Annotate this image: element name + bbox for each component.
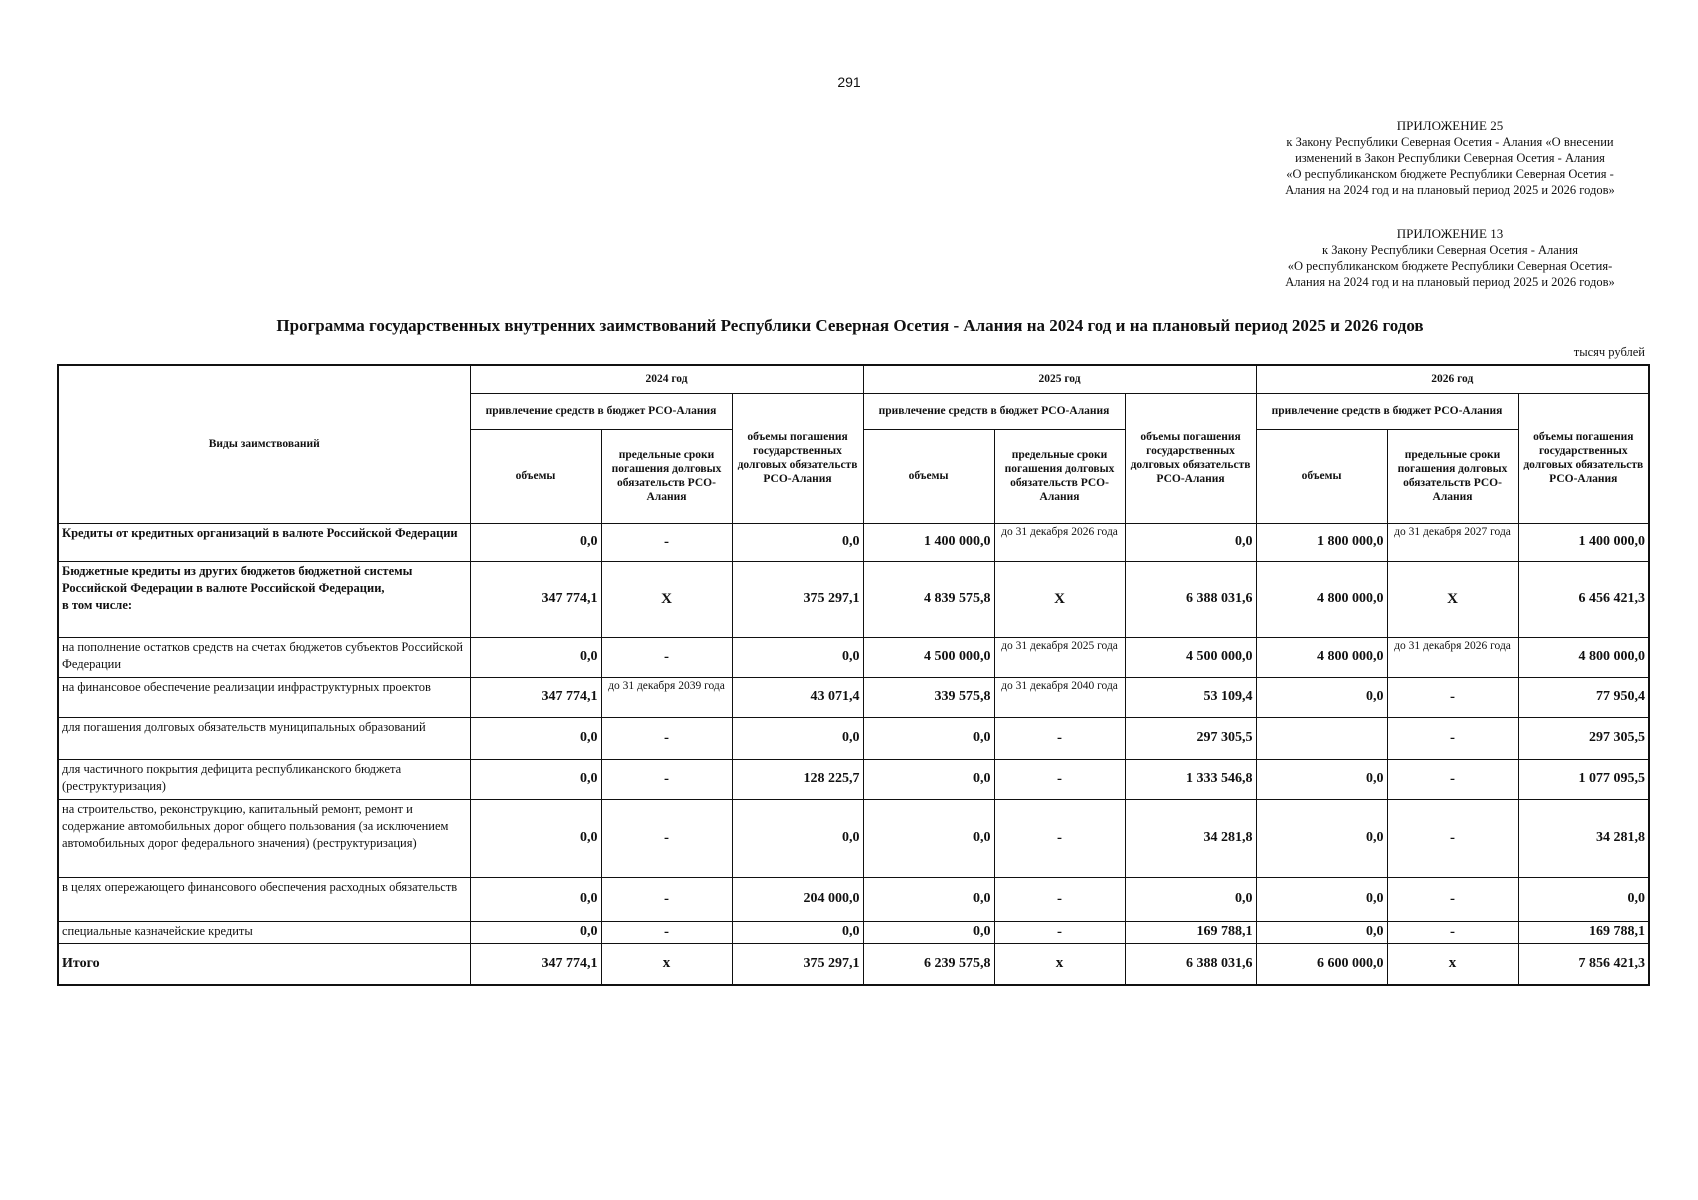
- year-header: 2025 год: [863, 365, 1256, 393]
- row-name-text: Кредиты от кредитных организаций в валюте Российской Федерации: [62, 525, 458, 540]
- table-cell: 0,0: [470, 523, 601, 561]
- table-cell: Х: [601, 561, 732, 637]
- appendix-line: изменений в Закон Республики Северная Осетия - Алания: [1295, 151, 1605, 165]
- table-cell: до 31 декабря 2039 года: [601, 677, 732, 717]
- table-cell: 297 305,5: [1125, 717, 1256, 759]
- table-cell: 0,0: [470, 717, 601, 759]
- table-cell: 339 575,8: [863, 677, 994, 717]
- row-name-text: специальные казначейские кредиты: [62, 923, 253, 938]
- document-title: Программа государственных внутренних заимствований Республики Северная Осетия - Алания на 2024 год и на плановый период 2025 и 2026 годов: [276, 316, 1424, 335]
- table-cell: -: [601, 759, 732, 799]
- terms-header: предельные сроки погашения долговых обязательств РСО-Алания: [994, 429, 1125, 523]
- table-cell: -: [601, 717, 732, 759]
- table-cell: 43 071,4: [732, 677, 863, 717]
- row-name: [58, 799, 470, 877]
- table-cell: 347 774,1: [470, 677, 601, 717]
- volume-header: объемы: [1256, 429, 1387, 523]
- appendix-13-note: [1250, 226, 1650, 290]
- appendix-line: «О республиканском бюджете Республики Северная Осетия -: [1286, 167, 1614, 181]
- repayment-header: объемы погашения государственных долговых обязательств РСО-Алания: [1125, 393, 1256, 523]
- table-cell: 1 333 546,8: [1125, 759, 1256, 799]
- table-cell: 0,0: [863, 717, 994, 759]
- kinds-header: Виды заимствований: [58, 365, 470, 523]
- table-cell: 1 400 000,0: [1518, 523, 1649, 561]
- table-cell: 0,0: [1256, 677, 1387, 717]
- table-cell: 0,0: [1256, 799, 1387, 877]
- appendix-heading: ПРИЛОЖЕНИЕ 25: [1396, 118, 1504, 133]
- row-name: [58, 877, 470, 921]
- table-cell: 347 774,1: [470, 561, 601, 637]
- appendix-25-note: [1250, 118, 1650, 198]
- table-cell: 0,0: [863, 921, 994, 943]
- table-cell: 0,0: [470, 759, 601, 799]
- table-cell: -: [1387, 877, 1518, 921]
- row-name-suffix: в том числе:: [62, 597, 133, 612]
- table-cell: 34 281,8: [1125, 799, 1256, 877]
- appendix-line: Алания на 2024 год и на плановый период 2025 и 2026 годов»: [1285, 183, 1615, 197]
- table-cell: -: [601, 921, 732, 943]
- terms-header: предельные сроки погашения долговых обязательств РСО-Алания: [601, 429, 732, 523]
- table-cell: -: [1387, 759, 1518, 799]
- table-cell: 0,0: [863, 799, 994, 877]
- row-name-text: в целях опережающего финансового обеспечения расходных обязательств: [62, 879, 458, 894]
- table-cell: 0,0: [732, 799, 863, 877]
- table-cell: -: [1387, 921, 1518, 943]
- table-cell: 0,0: [1256, 921, 1387, 943]
- table-cell: -: [994, 717, 1125, 759]
- row-name: [58, 637, 470, 677]
- table-cell: 4 800 000,0: [1256, 561, 1387, 637]
- table-cell: 0,0: [470, 921, 601, 943]
- table-cell: 128 225,7: [732, 759, 863, 799]
- table-cell: 0,0: [1256, 759, 1387, 799]
- table-cell: 6 456 421,3: [1518, 561, 1649, 637]
- table-cell: -: [1387, 677, 1518, 717]
- table-cell: 34 281,8: [1518, 799, 1649, 877]
- year-header: 2026 год: [1256, 365, 1649, 393]
- units-label: тысяч рублей: [1573, 345, 1645, 359]
- row-name-text: на строительство, реконструкцию, капитальный ремонт, ремонт и содержание автомобильных дорог общего пользования (за исключением автомобильных дорог федерального значения) (реструктуризация): [62, 801, 449, 850]
- table-row: [58, 921, 1649, 943]
- total-cell: 6 388 031,6: [1125, 943, 1256, 985]
- table-body: [58, 523, 1649, 985]
- row-name-text: на пополнение остатков средств на счетах бюджетов субъектов Российской Федерации: [62, 639, 463, 671]
- table-cell: 1 400 000,0: [863, 523, 994, 561]
- table-row: [58, 637, 1649, 677]
- table-cell: 6 388 031,6: [1125, 561, 1256, 637]
- table-cell: -: [994, 877, 1125, 921]
- total-row: [58, 943, 1649, 985]
- table-cell: 0,0: [470, 799, 601, 877]
- appendix-line: к Закону Республики Северная Осетия - Алания: [1322, 243, 1578, 257]
- total-cell: 6 600 000,0: [1256, 943, 1387, 985]
- table-cell: -: [601, 799, 732, 877]
- total-cell: 7 856 421,3: [1518, 943, 1649, 985]
- row-name: [58, 759, 470, 799]
- table-cell: до 31 декабря 2040 года: [994, 677, 1125, 717]
- table-cell: 169 788,1: [1518, 921, 1649, 943]
- table-row: [58, 523, 1649, 561]
- row-name: [58, 921, 470, 943]
- table-cell: 53 109,4: [1125, 677, 1256, 717]
- appendix-line: к Закону Республики Северная Осетия - Алания «О внесении: [1286, 135, 1614, 149]
- volume-header: объемы: [470, 429, 601, 523]
- table-row: [58, 759, 1649, 799]
- table-row: [58, 717, 1649, 759]
- table-cell: до 31 декабря 2025 года: [994, 637, 1125, 677]
- row-name: [58, 523, 470, 561]
- table-cell: 1 800 000,0: [1256, 523, 1387, 561]
- table-cell: 0,0: [732, 523, 863, 561]
- attraction-header: привлечение средств в бюджет РСО-Алания: [470, 393, 732, 429]
- row-name: [58, 677, 470, 717]
- table-cell: 4 500 000,0: [1125, 637, 1256, 677]
- total-cell: 347 774,1: [470, 943, 601, 985]
- year-header: 2024 год: [470, 365, 863, 393]
- table-cell: 77 950,4: [1518, 677, 1649, 717]
- table-row: [58, 799, 1649, 877]
- total-cell: х: [601, 943, 732, 985]
- total-cell: 375 297,1: [732, 943, 863, 985]
- table-cell: 0,0: [470, 637, 601, 677]
- table-cell: 0,0: [732, 921, 863, 943]
- row-name-text: для частичного покрытия дефицита республиканского бюджета (реструктуризация): [62, 761, 402, 793]
- borrowing-program-table: [57, 364, 1650, 986]
- table-cell: 0,0: [863, 877, 994, 921]
- table-cell: 4 800 000,0: [1256, 637, 1387, 677]
- table-cell: 4 839 575,8: [863, 561, 994, 637]
- attraction-header: привлечение средств в бюджет РСО-Алания: [863, 393, 1125, 429]
- appendix-heading: ПРИЛОЖЕНИЕ 13: [1396, 226, 1504, 241]
- table-cell: [1256, 717, 1387, 759]
- table-cell: Х: [1387, 561, 1518, 637]
- table-row: [58, 677, 1649, 717]
- total-cell: 6 239 575,8: [863, 943, 994, 985]
- page-number: 291: [837, 74, 861, 90]
- row-name-text: на финансовое обеспечение реализации инфраструктурных проектов: [62, 679, 431, 694]
- table-cell: 0,0: [1125, 523, 1256, 561]
- table-cell: Х: [994, 561, 1125, 637]
- table-cell: 0,0: [1125, 877, 1256, 921]
- total-cell: х: [1387, 943, 1518, 985]
- table-cell: 0,0: [470, 877, 601, 921]
- table-cell: -: [1387, 799, 1518, 877]
- table-cell: 0,0: [732, 637, 863, 677]
- volume-header: объемы: [863, 429, 994, 523]
- table-cell: -: [1387, 717, 1518, 759]
- table-cell: -: [601, 637, 732, 677]
- attraction-header: привлечение средств в бюджет РСО-Алания: [1256, 393, 1518, 429]
- table-cell: -: [994, 921, 1125, 943]
- table-cell: 169 788,1: [1125, 921, 1256, 943]
- table-cell: 297 305,5: [1518, 717, 1649, 759]
- row-name-text: Бюджетные кредиты из других бюджетов бюджетной системы Российской Федерации в валюте Российской Федерации,: [62, 563, 413, 595]
- table-cell: 4 800 000,0: [1518, 637, 1649, 677]
- table-cell: 4 500 000,0: [863, 637, 994, 677]
- table-cell: -: [601, 523, 732, 561]
- table-row: [58, 877, 1649, 921]
- total-cell: х: [994, 943, 1125, 985]
- table-row: [58, 561, 1649, 637]
- table-cell: до 31 декабря 2026 года: [994, 523, 1125, 561]
- table-cell: до 31 декабря 2026 года: [1387, 637, 1518, 677]
- repayment-header: объемы погашения государственных долговых обязательств РСО-Алания: [732, 393, 863, 523]
- table-cell: 204 000,0: [732, 877, 863, 921]
- repayment-header: объемы погашения государственных долговых обязательств РСО-Алания: [1518, 393, 1649, 523]
- table-cell: 0,0: [1518, 877, 1649, 921]
- row-name: [58, 561, 470, 637]
- table-cell: 0,0: [863, 759, 994, 799]
- table-cell: -: [994, 799, 1125, 877]
- row-name-text: для погашения долговых обязательств муниципальных образований: [62, 719, 426, 734]
- appendix-line: «О республиканском бюджете Республики Северная Осетия-: [1287, 259, 1613, 273]
- row-name: [58, 717, 470, 759]
- terms-header: предельные сроки погашения долговых обязательств РСО-Алания: [1387, 429, 1518, 523]
- table-cell: до 31 декабря 2027 года: [1387, 523, 1518, 561]
- table-cell: 375 297,1: [732, 561, 863, 637]
- table-cell: 1 077 095,5: [1518, 759, 1649, 799]
- appendix-line: Алания на 2024 год и на плановый период 2025 и 2026 годов»: [1285, 275, 1615, 289]
- table-cell: -: [601, 877, 732, 921]
- table-cell: 0,0: [732, 717, 863, 759]
- table-cell: 0,0: [1256, 877, 1387, 921]
- table-cell: -: [994, 759, 1125, 799]
- total-label: Итого: [58, 943, 470, 985]
